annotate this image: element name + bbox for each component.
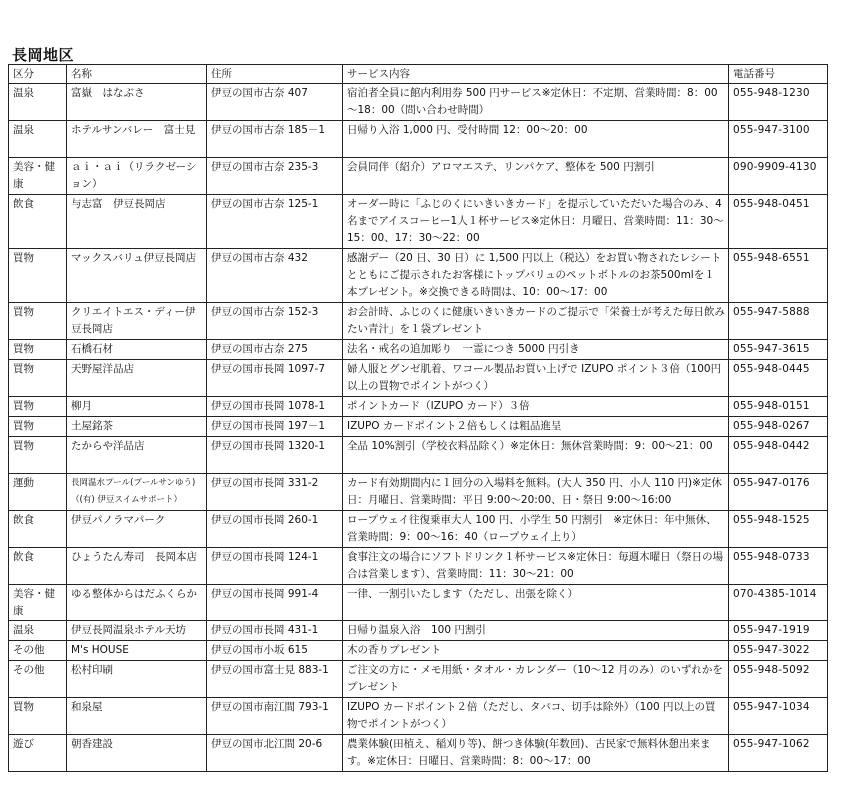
table-row <box>9 121 828 158</box>
row-name: ゆる整体からはだふくらか <box>67 585 207 621</box>
row-service: 法名・戒名の追加彫り 一霊につき 5000 円引き <box>343 340 729 360</box>
table-row <box>9 158 828 195</box>
row-address: 伊豆の国市富士見 883-1 <box>207 661 343 698</box>
header-name: 名称 <box>67 65 207 84</box>
table-body <box>9 84 828 772</box>
row-service: ロープウェイ往復乗車大人 100 円、小学生 50 円割引 ※定休日：年中無休、営業時間：9：00～16：40（ロープウェイ上り） <box>343 511 729 548</box>
row-category: 買物 <box>9 397 67 417</box>
table-row <box>9 249 828 303</box>
row-service: IZUPO カードポイント２倍もしくは粗品進呈 <box>343 417 729 437</box>
table-row <box>9 621 828 641</box>
row-category: 飲食 <box>9 511 67 548</box>
row-phone: 055-947-3615 <box>729 340 828 360</box>
row-service: ポイントカード（IZUPO カード）３倍 <box>343 397 729 417</box>
row-service: 会員同伴（紹介）アロマエステ、リンパケア、整体を 500 円割引 <box>343 158 729 195</box>
row-address: 伊豆の国市長岡 331-2 <box>207 474 343 511</box>
row-category: 買物 <box>9 417 67 437</box>
row-name: 石橋石材 <box>67 340 207 360</box>
row-phone: 055-947-3100 <box>729 121 828 158</box>
row-service: 日帰り入浴 1,000 円、受付時間 12：00～20：00 <box>343 121 729 158</box>
row-address: 伊豆の国市古奈 235-3 <box>207 158 343 195</box>
row-category: その他 <box>9 661 67 698</box>
table-row <box>9 585 828 621</box>
row-service: 農業体験(田植え、稲刈り等)、餅つき体験(年数回)、古民家で無料休憩出来ます。※定休日：日曜日、営業時間：8：00～17：00 <box>343 735 729 772</box>
row-address: 伊豆の国市古奈 125-1 <box>207 195 343 249</box>
row-category: 温泉 <box>9 621 67 641</box>
table-row <box>9 437 828 474</box>
table-row <box>9 397 828 417</box>
table-row <box>9 661 828 698</box>
header-category: 区分 <box>9 65 67 84</box>
row-name: ａｉ・ａｉ（リラクゼーション） <box>67 158 207 195</box>
row-service: 一律、一割引いたします（ただし、出張を除く） <box>343 585 729 621</box>
facility-table <box>8 64 828 772</box>
row-address: 伊豆の国市小坂 615 <box>207 641 343 661</box>
row-category: 美容・健康 <box>9 585 67 621</box>
row-category: 買物 <box>9 249 67 303</box>
row-name: クリエイトエス・ディー伊豆長岡店 <box>67 303 207 340</box>
row-name: 松村印刷 <box>67 661 207 698</box>
row-category: 飲食 <box>9 548 67 585</box>
row-address: 伊豆の国市古奈 185－1 <box>207 121 343 158</box>
row-name: ホテルサンバレー 富士見 <box>67 121 207 158</box>
row-phone: 070-4385-1014 <box>729 585 828 621</box>
table-row <box>9 474 828 511</box>
row-name: 与志富 伊豆長岡店 <box>67 195 207 249</box>
table-row <box>9 84 828 121</box>
row-address: 伊豆の国市長岡 260-1 <box>207 511 343 548</box>
row-phone: 055-947-5888 <box>729 303 828 340</box>
row-phone: 055-947-0176 <box>729 474 828 511</box>
row-phone: 055-948-0445 <box>729 360 828 397</box>
header-service: サービス内容 <box>343 65 729 84</box>
row-name: 伊豆パノラマパーク <box>67 511 207 548</box>
table-row <box>9 303 828 340</box>
row-address: 伊豆の国市長岡 1097-7 <box>207 360 343 397</box>
row-address: 伊豆の国市南江間 793-1 <box>207 698 343 735</box>
table-header-row <box>9 65 828 84</box>
header-phone: 電話番号 <box>729 65 828 84</box>
row-category: 飲食 <box>9 195 67 249</box>
row-service: オーダー時に「ふじのくにいきいきカード」を提示していただいた場合のみ、4名までアイスコーヒー1人１杯サービス※定休日：月曜日、営業時間：11：30～15：00、17：30～22：00 <box>343 195 729 249</box>
row-service: カード有効期間内に１回分の入場料を無料。(大人 350 円、小人 110 円)※定休日：月曜日、営業時間：平日 9:00～20:00、日・祭日 9:00～16:00 <box>343 474 729 511</box>
row-address: 伊豆の国市長岡 991-4 <box>207 585 343 621</box>
row-address: 伊豆の国市古奈 432 <box>207 249 343 303</box>
row-address: 伊豆の国市長岡 1078-1 <box>207 397 343 417</box>
row-name: 土屋銘茶 <box>67 417 207 437</box>
table-row <box>9 735 828 772</box>
row-phone: 055-947-1919 <box>729 621 828 641</box>
row-phone: 055-948-0267 <box>729 417 828 437</box>
row-phone: 055-947-1062 <box>729 735 828 772</box>
table-row <box>9 195 828 249</box>
row-category: 買物 <box>9 303 67 340</box>
row-category: 買物 <box>9 340 67 360</box>
table-row <box>9 340 828 360</box>
row-service: 感謝デー（20 日、30 日）に 1,500 円以上（税込）をお買い物されたレシートとともにご提示されたお客様にトップバリュのペットボトルのお茶500mlを１本プレゼント。※交換できる時間は、10：00～17：00 <box>343 249 729 303</box>
row-phone: 055-947-1034 <box>729 698 828 735</box>
row-category: 美容・健康 <box>9 158 67 195</box>
row-address: 伊豆の国市長岡 1320-1 <box>207 437 343 474</box>
row-service: IZUPO カードポイント２倍（ただし、タバコ、切手は除外）（100 円以上の買物でポイントがつく） <box>343 698 729 735</box>
row-service: 日帰り温泉入浴 100 円割引 <box>343 621 729 641</box>
row-service: ご注文の方に・メモ用紙・タオル・カレンダー（10～12 月のみ）のいずれかをプレゼント <box>343 661 729 698</box>
row-service: 木の香りプレゼント <box>343 641 729 661</box>
row-address: 伊豆の国市長岡 124-1 <box>207 548 343 585</box>
row-phone: 055-948-5092 <box>729 661 828 698</box>
table-row <box>9 360 828 397</box>
row-name: 和泉屋 <box>67 698 207 735</box>
row-name: たからや洋品店 <box>67 437 207 474</box>
row-category: 買物 <box>9 360 67 397</box>
row-name: 伊豆長岡温泉ホテル天坊 <box>67 621 207 641</box>
row-service: 宿泊者全員に館内利用券 500 円サービス※定休日：不定期、営業時間：8：00～18：00（問い合わせ時間） <box>343 84 729 121</box>
row-category: 温泉 <box>9 121 67 158</box>
row-category: 遊び <box>9 735 67 772</box>
row-address: 伊豆の国市北江間 20-6 <box>207 735 343 772</box>
table-row <box>9 417 828 437</box>
row-address: 伊豆の国市古奈 152-3 <box>207 303 343 340</box>
row-address: 伊豆の国市古奈 275 <box>207 340 343 360</box>
row-phone: 055-948-0442 <box>729 437 828 474</box>
row-phone: 055-948-0451 <box>729 195 828 249</box>
table-row <box>9 698 828 735</box>
row-service: 食事注文の場合にソフトドリンク１杯サービス※定休日：毎週木曜日（祭日の場合は営業します）、営業時間：11：30～21：00 <box>343 548 729 585</box>
header-address: 住所 <box>207 65 343 84</box>
row-category: その他 <box>9 641 67 661</box>
row-address: 伊豆の国市古奈 407 <box>207 84 343 121</box>
row-address: 伊豆の国市長岡 197－1 <box>207 417 343 437</box>
table-row <box>9 511 828 548</box>
row-category: 買物 <box>9 437 67 474</box>
table-row <box>9 641 828 661</box>
section-title: 長岡地区 <box>12 46 75 64</box>
row-name: M's HOUSE <box>67 641 207 661</box>
row-category: 温泉 <box>9 84 67 121</box>
row-service: 全品 10%割引（学校衣料品除く）※定休日：無休営業時間：9：00～21：00 <box>343 437 729 474</box>
row-name: 柳月 <box>67 397 207 417</box>
row-phone: 055-947-3022 <box>729 641 828 661</box>
row-service: お会計時、ふじのくに健康いきいきカードのご提示で「栄養士が考えた毎日飲みたい青汁」を１袋プレゼント <box>343 303 729 340</box>
row-phone: 055-948-1230 <box>729 84 828 121</box>
row-name: 長岡温水プール(プールサンゆう)（(有) 伊豆スイムサポート） <box>67 474 207 511</box>
row-phone: 055-948-6551 <box>729 249 828 303</box>
row-category: 買物 <box>9 698 67 735</box>
row-service: 婦人服とグンゼ肌着、ワコール製品お買い上げで IZUPO ポイント３倍（100円以上の買物でポイントがつく） <box>343 360 729 397</box>
row-phone: 090-9909-4130 <box>729 158 828 195</box>
row-name: マックスバリュ伊豆長岡店 <box>67 249 207 303</box>
row-phone: 055-948-1525 <box>729 511 828 548</box>
row-address: 伊豆の国市長岡 431-1 <box>207 621 343 641</box>
row-name: ひょうたん寿司 長岡本店 <box>67 548 207 585</box>
row-name: 朝香建設 <box>67 735 207 772</box>
row-category: 運動 <box>9 474 67 511</box>
row-phone: 055-948-0733 <box>729 548 828 585</box>
table-row <box>9 548 828 585</box>
row-phone: 055-948-0151 <box>729 397 828 417</box>
row-name: 天野屋洋品店 <box>67 360 207 397</box>
row-name: 富嶽 はなぶさ <box>67 84 207 121</box>
